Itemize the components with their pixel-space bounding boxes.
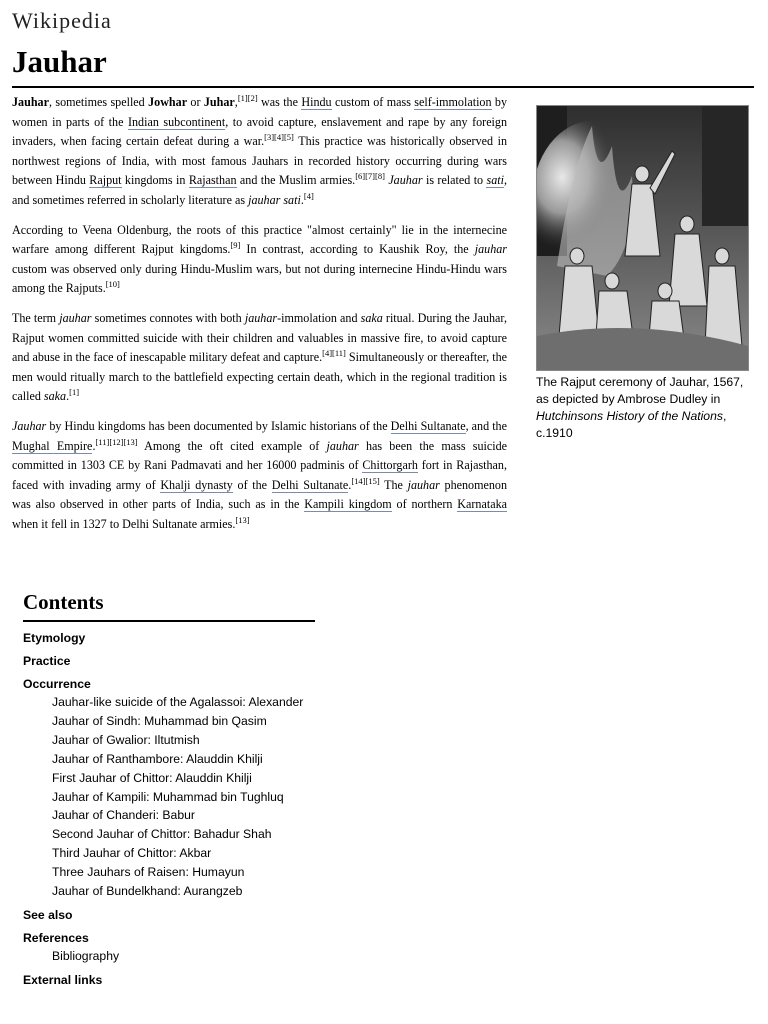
text: and the Muslim armies. xyxy=(236,173,356,187)
text: , sometimes spelled xyxy=(48,95,149,109)
wiki-link-mughal-empire[interactable]: Mughal Empire xyxy=(12,438,93,453)
toc-subitem-bibliography[interactable]: Bibliography xyxy=(52,948,120,963)
term-bold: Jowhar xyxy=(148,95,188,109)
toc-item-see-also[interactable]: See also xyxy=(23,907,73,922)
wiki-link-hindu[interactable]: Hindu xyxy=(301,95,332,109)
citation-link[interactable]: [1] xyxy=(69,386,80,397)
caption-text: The Rajput ceremony of Jauhar, 1567, as depicted by Ambrose Dudley in xyxy=(536,375,744,406)
toc-item-etymology[interactable]: Etymology xyxy=(23,631,86,645)
text: In contrast, according to Kaushik Roy, the xyxy=(240,242,475,256)
figure-caption xyxy=(536,374,748,442)
text: . xyxy=(300,192,304,207)
toc-subitem[interactable]: Jauhar of Bundelkhand: Aurangzeb xyxy=(52,884,243,899)
toc-item-occurrence[interactable] xyxy=(23,675,315,901)
term-italic: jauhar xyxy=(326,438,359,453)
wiki-link-kampili-kingdom[interactable]: Kampili kingdom xyxy=(304,497,392,511)
text: kingdoms in xyxy=(121,173,189,187)
text: of the xyxy=(232,477,272,492)
text: The term xyxy=(12,311,60,325)
toc-item-label: References xyxy=(23,930,89,945)
toc-subitem[interactable]: Three Jauhars of Raisen: Humayun xyxy=(52,865,245,880)
citation-link[interactable]: [10] xyxy=(105,278,120,289)
text: sometimes connotes with both xyxy=(91,311,245,325)
citation-link[interactable]: [9] xyxy=(230,239,241,250)
citation-link[interactable]: [3][4][5] xyxy=(264,131,294,142)
caption-tail: , c.1910 xyxy=(536,409,727,440)
text: by women in parts of the xyxy=(12,95,507,129)
text: . xyxy=(66,389,70,403)
text: . xyxy=(348,477,352,492)
toc-item-references[interactable] xyxy=(23,929,315,966)
text: when it fell in 1327 to Delhi Sultanate armies. xyxy=(12,516,236,531)
toc-item-external-links[interactable]: External links xyxy=(23,972,103,987)
text: by Hindu kingdoms has been documented by Islamic historians of the xyxy=(46,419,391,433)
text: -immolation and xyxy=(277,311,361,325)
text: This practice was historically observed in northwest regions of India, with most famous Jauhars in recorded history occurring during wars between Hindu xyxy=(12,134,507,187)
citation-link[interactable]: [1][2] xyxy=(237,92,258,103)
wiki-link-delhi-sultanate-2[interactable]: Delhi Sultanate xyxy=(271,477,349,492)
toc-heading: Contents xyxy=(23,590,315,622)
text: ritual. During the Jauhar, Rajput women committed suicide with their children and valuables in massive fire, to avoid capture and abuse in the face of inescapable military defeat and capture. xyxy=(12,311,507,364)
text: custom was observed only during Hindu-Muslim wars, but not during internecine Hindu-Hindu wars among the Rajputs. xyxy=(12,261,507,295)
term-bold: Jauhar xyxy=(12,95,49,109)
toc-subitem[interactable]: Jauhar of Sindh: Muhammad bin Qasim xyxy=(52,713,267,728)
text: of northern xyxy=(391,497,458,511)
text: was the xyxy=(257,95,302,109)
text: is related to xyxy=(422,173,487,187)
text: Simultaneously or thereafter, the men would ritually march to the battlefield expecting certain death, which in the regional tradition is called xyxy=(12,350,507,403)
term-italic: saka xyxy=(360,311,383,325)
term-italic: jauhar xyxy=(244,311,278,325)
citation-link[interactable]: [4][11] xyxy=(322,347,346,358)
term-italic: Jauhar xyxy=(12,419,47,433)
wiki-link-indian-subcontinent[interactable]: Indian subcontinent xyxy=(127,114,226,129)
toc-subitem[interactable]: Jauhar of Kampili: Muhammad bin Tughluq xyxy=(52,789,284,804)
text: phenomenon was also observed in other parts of India, such as in the xyxy=(12,477,508,511)
article-body xyxy=(12,93,507,545)
term-italic: jauhar xyxy=(474,242,507,256)
text: According to Veena Oldenburg, the roots of this practice "almost certainly" lie in the internecine warfare among different Rajput kingdoms. xyxy=(12,222,507,256)
infobox-figure xyxy=(536,105,748,442)
toc-list xyxy=(23,629,315,989)
toc-item-practice[interactable]: Practice xyxy=(23,654,71,668)
term-italic: Jauhar xyxy=(388,173,423,187)
term-bold: Juhar xyxy=(203,95,235,109)
intro-paragraph-1 xyxy=(12,93,507,210)
toc-subitem[interactable]: Jauhar of Gwalior: Iltutmish xyxy=(52,732,200,747)
term-italic: saka xyxy=(43,389,67,403)
text: has been the mass suicide committed in 1303 CE by Rani Padmavati and her 16000 padminis of xyxy=(12,438,507,472)
intro-paragraph-4 xyxy=(12,417,507,534)
text: , xyxy=(234,95,238,109)
text: The xyxy=(379,477,408,492)
intro-paragraph-3 xyxy=(12,309,507,407)
toc-subitem[interactable]: First Jauhar of Chittor: Alauddin Khilji xyxy=(52,770,252,785)
wiki-link-rajasthan[interactable]: Rajasthan xyxy=(188,173,237,187)
term-italic: jauhar sati xyxy=(248,192,301,207)
citation-link[interactable]: [4] xyxy=(303,190,314,201)
link-label: sati xyxy=(486,173,504,187)
toc-subitem[interactable]: Jauhar of Chanderi: Babur xyxy=(52,808,195,823)
text: fort in Rajasthan, faced with invading army of xyxy=(12,458,507,492)
toc-sublist xyxy=(23,693,315,901)
citation-link[interactable]: [14][15] xyxy=(351,475,380,486)
toc-item-label: Occurrence xyxy=(23,677,91,691)
jauhar-illustration[interactable] xyxy=(536,105,749,371)
table-of-contents xyxy=(23,590,315,989)
citation-link[interactable]: [11][12][13] xyxy=(95,436,138,447)
page-title: Jauhar xyxy=(12,44,107,79)
toc-subitem[interactable]: Second Jauhar of Chittor: Bahadur Shah xyxy=(52,827,272,842)
wiki-link-sati[interactable] xyxy=(486,173,503,188)
term-italic: jauhar xyxy=(407,477,440,492)
wiki-link-chittorgarh[interactable]: Chittorgarh xyxy=(362,458,418,472)
toc-subitem[interactable]: Jauhar-like suicide of the Agalassoi: Alexander xyxy=(52,695,304,709)
intro-paragraph-2 xyxy=(12,221,507,299)
toc-sublist xyxy=(23,947,315,966)
wiki-link-self-immolation[interactable]: self-immolation xyxy=(414,95,492,109)
toc-subitem[interactable]: Third Jauhar of Chittor: Akbar xyxy=(52,846,212,861)
title-divider xyxy=(12,86,754,88)
citation-link[interactable]: [6][7][8] xyxy=(355,170,385,181)
text: Among the oft cited example of xyxy=(137,438,327,453)
caption-italic: Hutchinsons History of the Nations xyxy=(536,409,723,423)
text: , to avoid capture, enslavement and rape by any foreign invaders, when facing certain defeat during a war. xyxy=(12,114,508,148)
wiki-link-karnataka[interactable]: Karnataka xyxy=(457,497,507,511)
text: , and the xyxy=(465,419,507,433)
wikipedia-wordmark[interactable]: Wikipedia xyxy=(12,8,112,33)
wiki-link-rajput[interactable]: Rajput xyxy=(89,173,122,187)
toc-subitem[interactable]: Jauhar of Ranthambore: Alauddin Khilji xyxy=(52,751,263,766)
text: , and sometimes referred in scholarly literature as xyxy=(12,173,507,207)
wiki-link-khalji-dynasty[interactable]: Khalji dynasty xyxy=(160,477,233,492)
text: custom of mass xyxy=(331,95,415,109)
citation-link[interactable]: [13] xyxy=(235,514,250,525)
text: . xyxy=(92,438,96,453)
text: or xyxy=(187,95,204,109)
wiki-link-delhi-sultanate[interactable]: Delhi Sultanate xyxy=(390,419,466,433)
term-italic: jauhar xyxy=(59,311,92,325)
